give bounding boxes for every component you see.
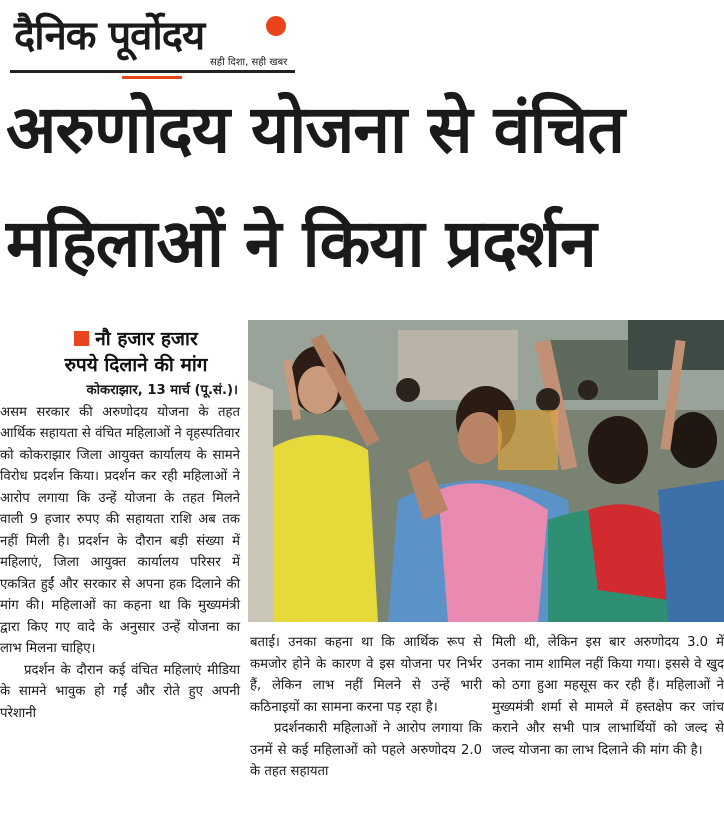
paragraph: असम सरकार की अरुणोदय योजना के तहत आर्थिक सहायता से वंचित महिलाओं ने वृहस्पतिवार को कोकराझार जिला आयुक्त कार्यालय के सामने विरोध प्रदर्शन किया। प्रदर्शन कर रही महिलाओं ने आरोप लगाया कि उन्हें योजना के तहत मिलने वाली 9 हजार रुपए की सहायता राशि अब तक नहीं मिली है। प्रदर्शन के दौरान बड़ी संख्या में महिलाएं, जिला आयुक्त कार्यालय परिसर में एकत्रित हुईं और सरकार से अपना हक दिलाने की मांग की। महिलाओं का कहना था कि मुख्यमंत्री द्वारा किए गए वादे के अनुसार उन्हें योजना का लाभ मिलना चाहिए। (0, 404, 240, 656)
newspaper-logo: दैनिक पूर्वोदय (14, 13, 205, 59)
orange-dot-icon (266, 16, 286, 36)
paragraph: प्रदर्शनकारी महिलाओं ने आरोप लगाया कि उनमें से कई महिलाओं को पहले अरुणोदय 2.0 के तहत सहायता (250, 721, 482, 779)
masthead-rule (10, 70, 295, 73)
article-column-1 (0, 380, 240, 724)
subhead-line-1-wrap (26, 326, 246, 352)
red-square-icon (74, 331, 89, 346)
masthead (10, 6, 300, 78)
article-column-2 (250, 632, 482, 783)
tagline: सही दिशा, सही खबर (210, 57, 288, 68)
headline-line-2: महिलाओं ने किया प्रदर्शन (6, 205, 596, 282)
paragraph: प्रदर्शन के दौरान कई वंचित महिलाएं मीडिया के सामने भावुक हो गईं और रोते हुए अपनी परेशानी (0, 662, 240, 721)
subhead-line-1: नौ हजार हजार (95, 328, 198, 350)
paragraph: मिली थी, लेकिन इस बार अरुणोदय 3.0 में उनका नाम शामिल नहीं किया गया। इससे वे खुद को ठगा हुआ महसूस कर रही हैं। महिलाओं ने मुख्यमंत्री शर्मा से मामले में हस्तक्षेप कर जांच कराने और सभी पात्र लाभार्थियों को जल्द से जल्द योजना का लाभ दिलाने की मांग की है। (492, 635, 724, 758)
headline-line-1: अरुणोदय योजना से वंचित (6, 91, 624, 168)
subheadline (26, 326, 246, 378)
subhead-line-2: रुपये दिलाने की मांग (64, 354, 208, 376)
protest-photo (248, 320, 724, 622)
article-column-3 (492, 632, 724, 761)
dateline: कोकराझार, 13 मार्च (पू.सं.)। (86, 383, 238, 398)
protest-photo-illustration (248, 320, 724, 622)
masthead-accent-rule (122, 76, 182, 79)
paragraph: बताई। उनका कहना था कि आर्थिक रूप से कमजोर होने के कारण वे इस योजना पर निर्भर हैं, लेकिन लाभ नहीं मिलने से उन्हें भारी कठिनाइयों का सामना करना पड़ रहा है। (250, 635, 482, 715)
